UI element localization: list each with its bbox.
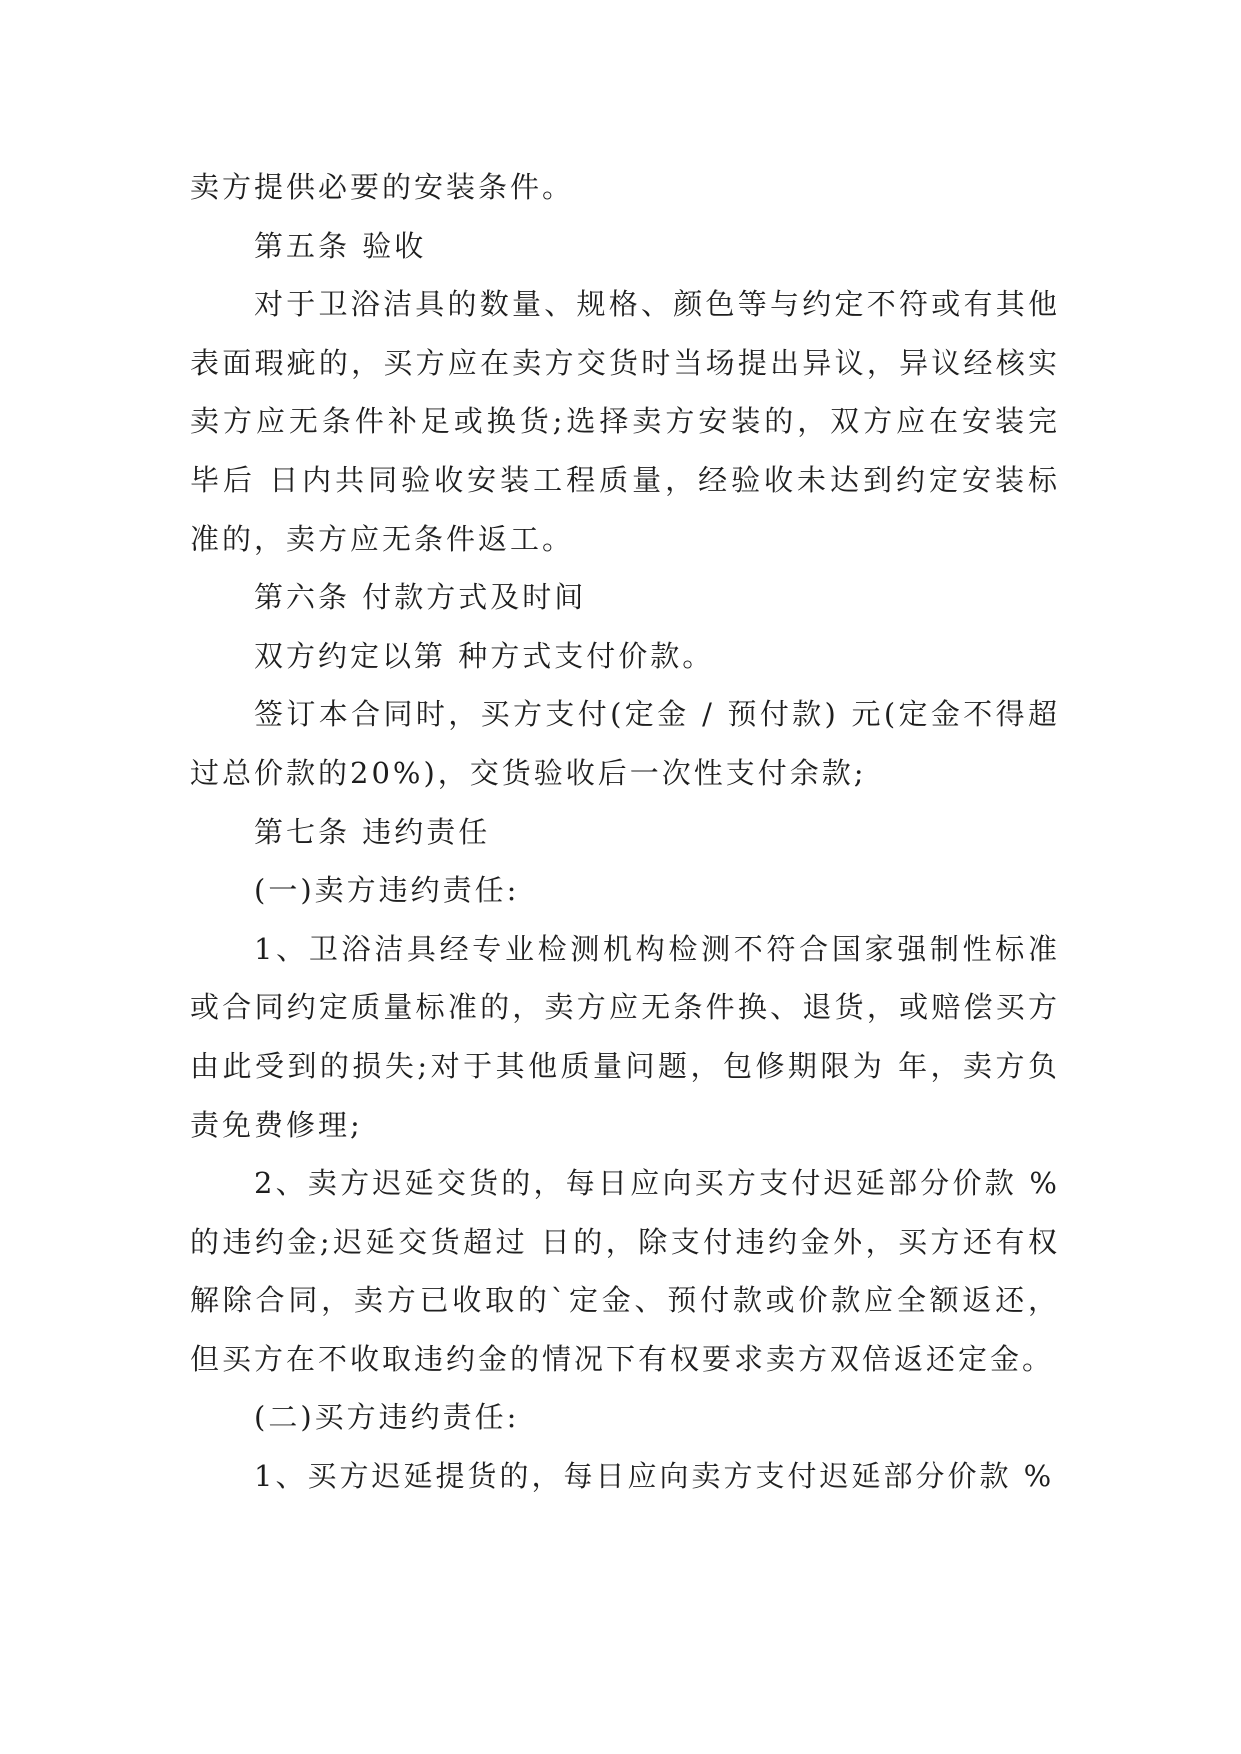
document-body (190, 158, 1060, 1506)
section-heading-article-6: 第六条 付款方式及时间 (254, 580, 587, 615)
section-heading-article-5: 第五条 验收 (254, 228, 427, 263)
paragraph-acceptance: 对于卫浴洁具的数量、规格、颜色等与约定不符或有其他表面瑕疵的，买方应在卖方交货时当场提出异议，异议经核实卖方应无条件补足或换货;选择卖方安装的，双方应在安装完毕后 日内共同验收安装工程质量，经验收未达到约定安装标准的，卖方应无条件返工。 (190, 287, 1060, 556)
subheading-buyer-liability: (二)买方违约责任: (254, 1400, 520, 1435)
paragraph-buyer-liability-1: 1、买方迟延提货的，每日应向卖方支付迟延部分价款 % (254, 1459, 1055, 1494)
paragraph-seller-liability-1: 1、卫浴洁具经专业检测机构检测不符合国家强制性标准或合同约定质量标准的，卖方应无条件换、退货，或赔偿买方由此受到的损失;对于其他质量问题，包修期限为 年，卖方负责免费修理; (190, 931, 1060, 1142)
paragraph-seller-liability-2: 2、卖方迟延交货的，每日应向买方支付迟延部分价款 %的违约金;迟延交货超过 日的，除支付违约金外，买方还有权解除合同，卖方已收取的`定金、预付款或价款应全额返还，但买方在不收取违约金的情况下有权要求卖方双倍返还定金。 (190, 1166, 1060, 1376)
subheading-seller-liability: (一)卖方违约责任: (254, 873, 520, 908)
paragraph-payment-method: 双方约定以第 种方式支付价款。 (254, 638, 715, 673)
paragraph-continuation: 卖方提供必要的安装条件。 (190, 170, 575, 204)
section-heading-article-7: 第七条 违约责任 (254, 814, 491, 849)
paragraph-payment-deposit: 签订本合同时，买方支付(定金 / 预付款) 元(定金不得超过总价款的20%)，交货验收后一次性支付余款; (190, 697, 1060, 790)
